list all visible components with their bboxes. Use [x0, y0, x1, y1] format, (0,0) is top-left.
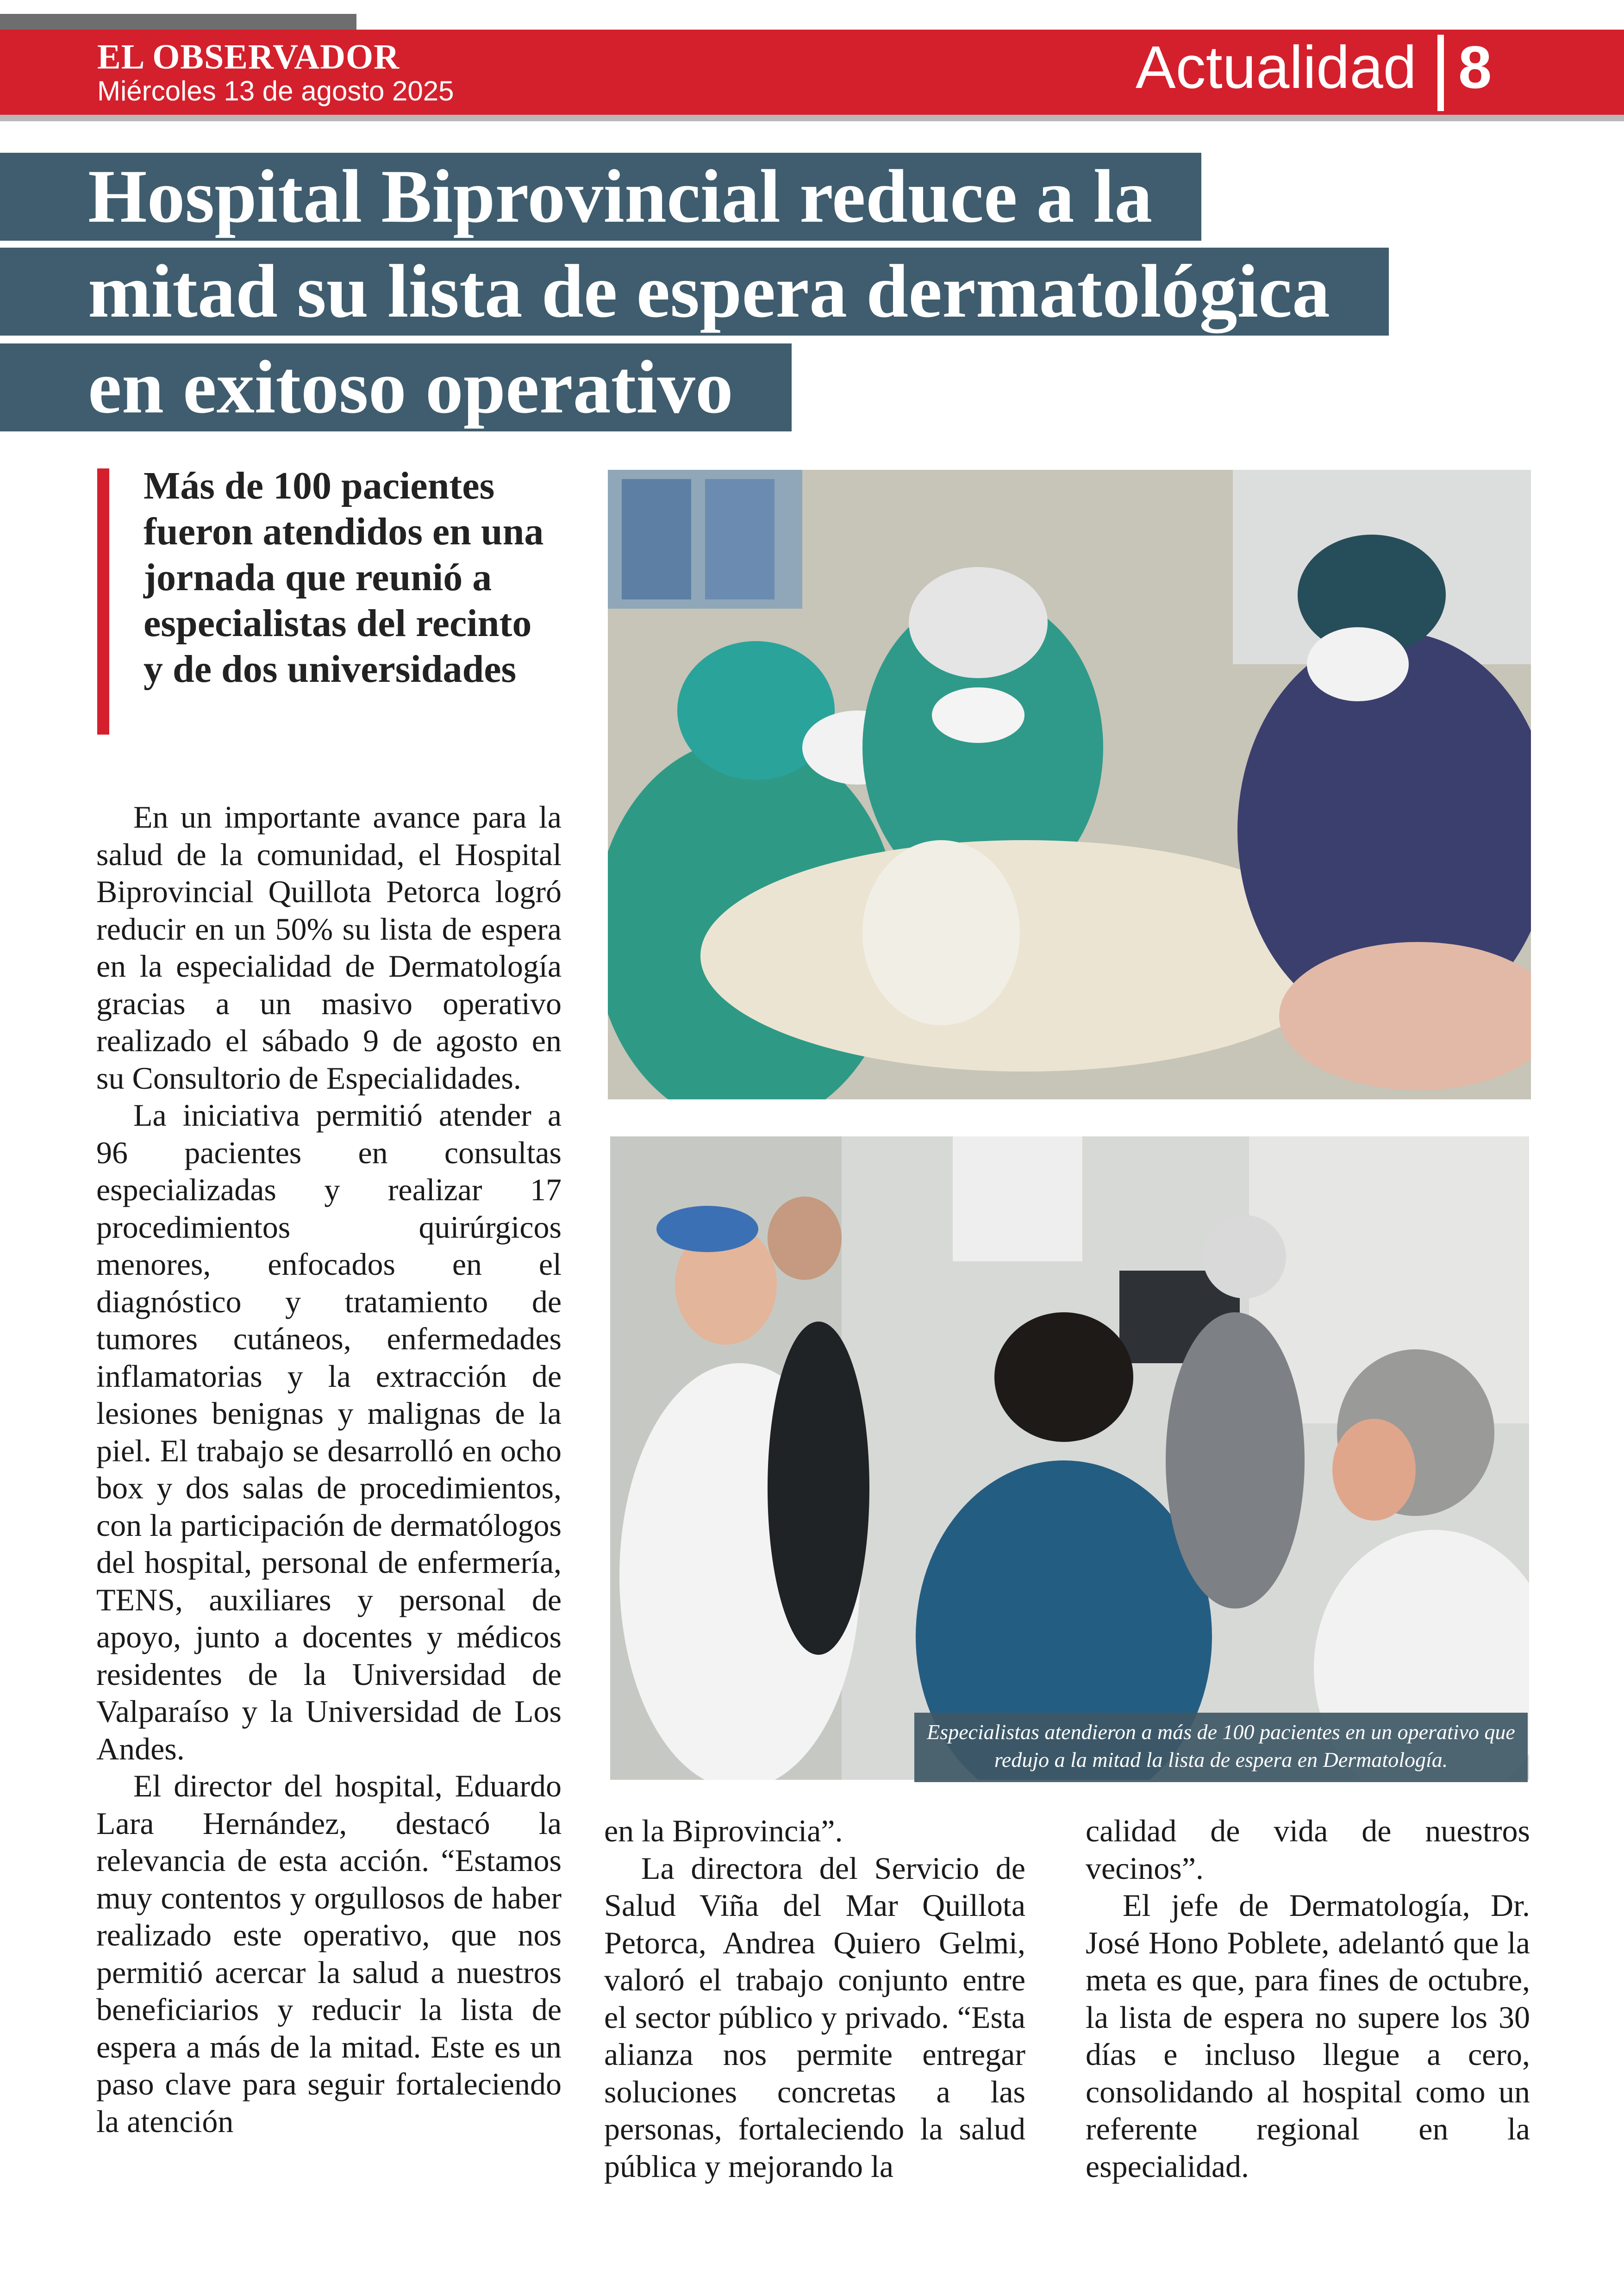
headline-line: mitad su lista de espera dermatológica — [88, 249, 1330, 333]
headline-line: Hospital Biprovincial reduce a la — [88, 155, 1153, 238]
header-bottom-rule — [0, 115, 1624, 121]
paragraph: La directora del Servicio de Salud Viña del Mar Quillota Petorca, Andrea Quiero Gelmi, valoró el trabajo conjunto entre el sector público y privado. “Esta alianza nos permite entregar soluciones concretas a las personas, fortaleciendo la salud pública y mejorando la — [604, 1850, 1025, 2184]
article-column-3 — [1086, 1812, 1530, 2185]
paragraph-continuation: calidad de vida de nuestros vecinos”. — [1086, 1813, 1530, 1886]
photo-surgery — [608, 470, 1531, 1099]
page-number: 8 — [1458, 33, 1492, 101]
paragraph: El director del hospital, Eduardo Lara Hernández, destacó la relevancia de esta acción. “Estamos muy contentos y orgullosos de haber realizado este operativo, que nos permitió acercar la salud a nuestros beneficiarios y reducir la lista de espera a más de la mitad. Este es un paso clave para seguir fortaleciendo la atención — [96, 1768, 562, 2139]
subtitle-rule — [97, 468, 109, 735]
subtitle: Más de 100 pacientes fueron atendidos en una jornada que reunió a especialistas del recinto y de dos universidades — [144, 464, 544, 691]
article-column-1 — [96, 798, 562, 2140]
masthead: EL OBSERVADOR — [97, 37, 400, 76]
article-column-2 — [604, 1812, 1025, 2185]
paragraph-continuation: en la Biprovincia”. — [604, 1813, 843, 1848]
paragraph: El jefe de Dermatología, Dr. José Hono Poblete, adelantó que la meta es que, para fines de octubre, la lista de espera no supere los 30 días e incluso llegue a cero, consolidando al hospital como un referente regional en la especialidad. — [1086, 1888, 1530, 2184]
issue-date: Miércoles 13 de agosto 2025 — [97, 75, 454, 106]
photo-caption: Especialistas atendieron a más de 100 pacientes en un operativo que redujo a la mitad la lista de espera en Dermatología. — [927, 1720, 1515, 1771]
paragraph: En un importante avance para la salud de la comunidad, el Hospital Biprovincial Quillota Petorca logró reducir en un 50% su lista de espera en la especialidad de Dermatología gracias a un masivo operativo realizado el sábado 9 de agosto en su Consultorio de Especialidades. — [96, 799, 562, 1096]
page-number-divider — [1437, 35, 1444, 111]
header-top-rule — [0, 14, 356, 30]
headline-line: en exitoso operativo — [88, 345, 733, 429]
paragraph: La iniciativa permitió atender a 96 pacientes en consultas especializadas y realizar 17 procedimientos quirúrgicos menores, enfocados en el diagnóstico y tratamiento de tumores cutáneos, enfermedades inflamatorias y la extracción de lesiones benignas y malignas de la piel. El trabajo se desarrolló en ocho box y dos salas de procedimientos, con la participación de dermatólogos del hospital, personal de enfermería, TENS, auxiliares y personal de apoyo, junto a docentes y médicos residentes de la Universidad de Valparaíso y la Universidad de Los Andes. — [96, 1098, 562, 1766]
photo-consultation — [610, 1136, 1529, 1780]
section-label: Actualidad — [1135, 33, 1417, 101]
